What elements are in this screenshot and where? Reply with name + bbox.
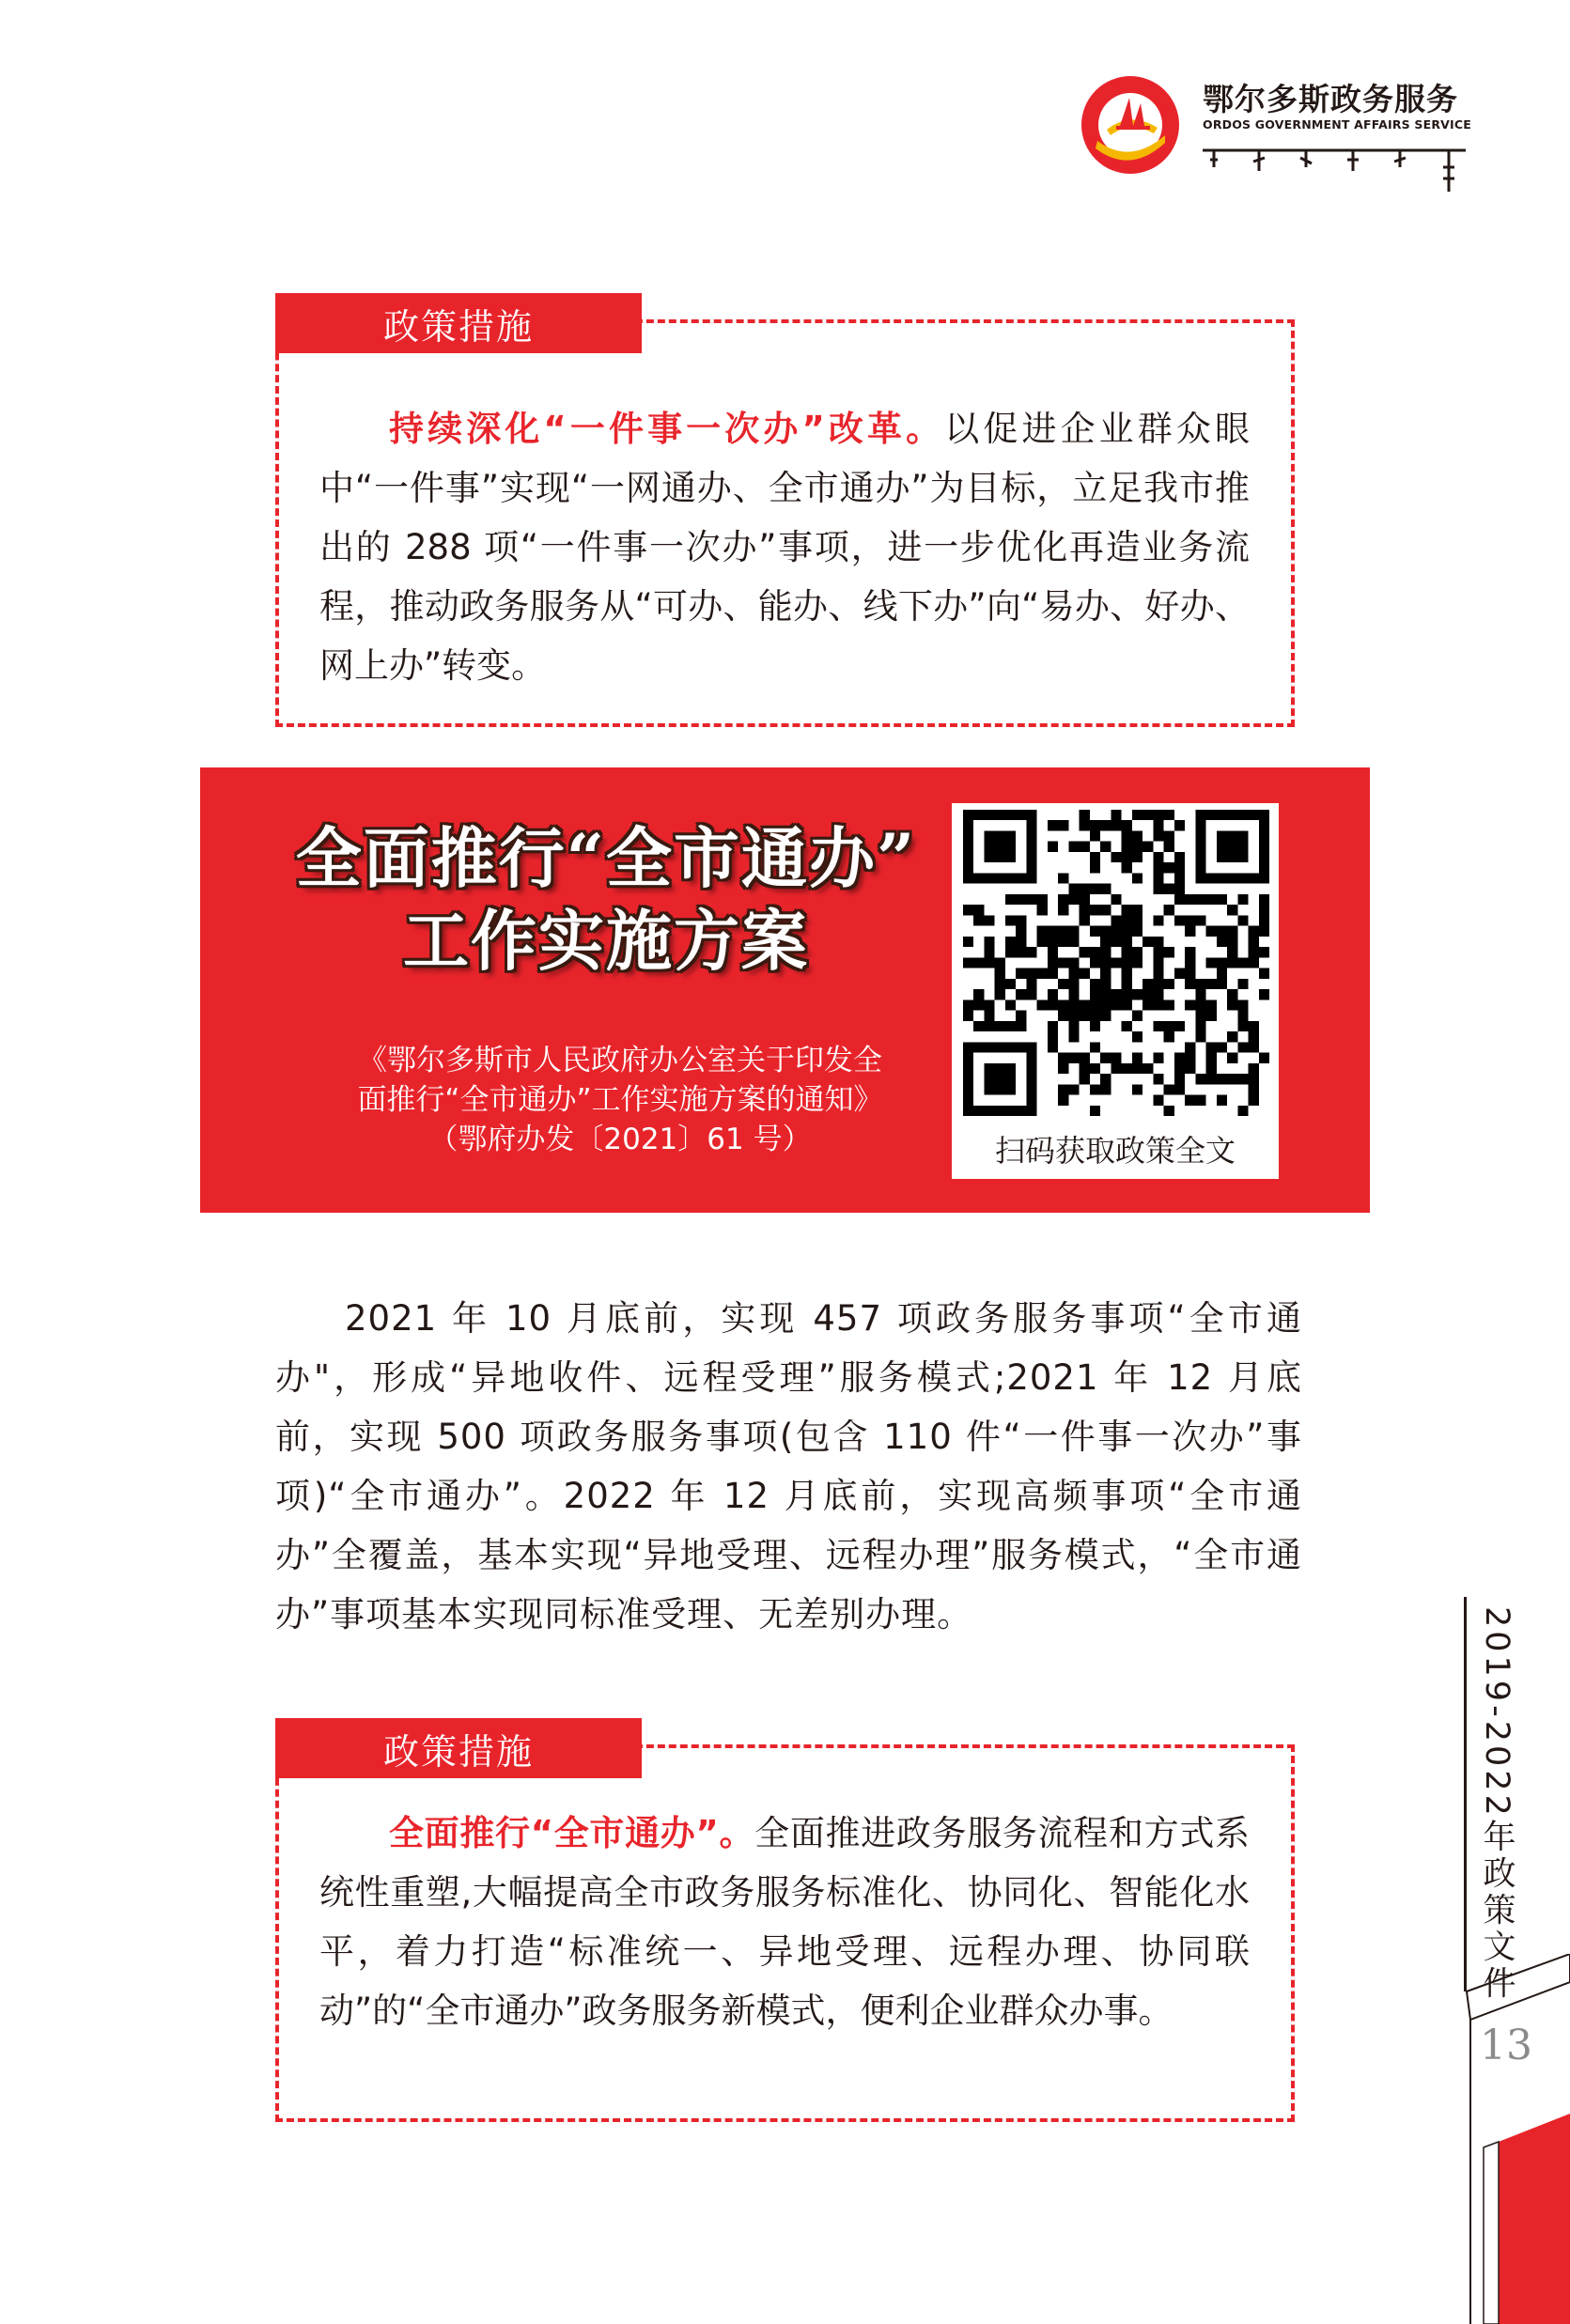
banner-document-note — [272, 1041, 968, 1159]
banner-title-line2: 工作实施方案 — [403, 902, 809, 980]
page-number: 13 — [1480, 2022, 1532, 2069]
policy-highlight-1: 持续深化“一件事一次办”改革。 — [389, 409, 945, 449]
policy-highlight-2: 全面推行“全市通办”。 — [389, 1813, 755, 1853]
banner-note-line1: 《鄂尔多斯市人民政府办公室关于印发全 — [358, 1044, 882, 1077]
policy-tab-1: 政策措施 — [275, 293, 642, 353]
brand-name-cn: 鄂尔多斯政务服务 — [1203, 81, 1458, 117]
policy-body-1: 以促进企业群众眼中“一件事”实现“一网通办、全市通办”为目标，立足我市推出的 288 项“一件事一次办”事项，进一步优化再造业务流程，推动政务服务从“可办、能办、线下办”向“易办、好办、网上办”转变。 — [319, 409, 1251, 686]
ordos-logo-icon — [1079, 73, 1182, 177]
mongolian-script-icon — [1203, 139, 1466, 195]
banner-title — [235, 817, 977, 983]
side-rule — [1464, 1597, 1467, 1991]
qr-caption: 扫码获取政策全文 — [994, 1133, 1236, 1169]
body-paragraph: 2021 年 10 月底前，实现 457 项政务服务事项“全市通办"，形成“异地收件、远程受理”服务模式;2021 年 12 月底前，实现 500 项政务服务事项(包含 110 件“一件事一次办”事项)“全市通办”。2022 年 12 月底前，实现高频事项“全市通办”全覆盖，基本实现“异地受理、远程办理”服务模式，“全市通办”事项基本实现同标准受理、无差别办理。 — [275, 1298, 1302, 1635]
qr-code-icon[interactable] — [963, 810, 1269, 1116]
policy-body-2: 全面推进政务服务流程和方式系统性重塑,大幅提高全市政务服务标准化、协同化、智能化水平，着力打造“标准统一、异地受理、远程办理、协同联动”的“全市通办”政务服务新模式，便利企业群众办事。 — [319, 1813, 1251, 2031]
page-corner-decoration — [1461, 1954, 1570, 2324]
banner-note-line3: （鄂府办发〔2021〕61 号） — [428, 1123, 812, 1156]
brand-name-en: ORDOS GOVERNMENT AFFAIRS SERVICE — [1203, 117, 1472, 132]
policy-tab-2: 政策措施 — [275, 1718, 642, 1778]
policy-text-2 — [319, 1804, 1250, 2040]
banner-title-line1: 全面推行“全市通办” — [295, 819, 917, 897]
side-year-label: 2019-2022年政策文件 — [1478, 1606, 1516, 2003]
banner-note-line2: 面推行“全市通办”工作实施方案的通知》 — [357, 1083, 883, 1117]
policy-text-1 — [319, 399, 1250, 695]
